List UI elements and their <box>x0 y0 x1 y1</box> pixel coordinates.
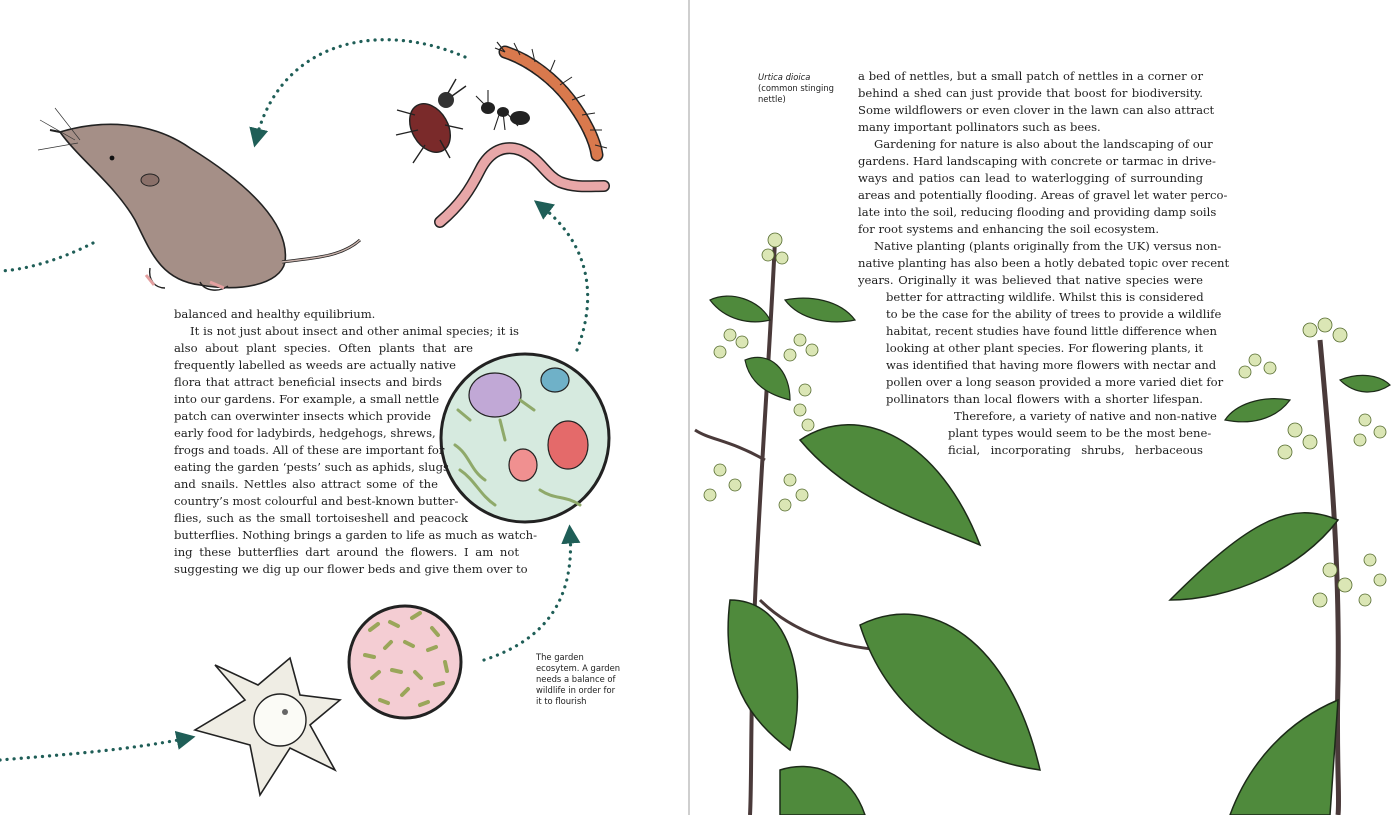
text-line: gardens. Hard landscaping with concrete or tarmac in drive- <box>858 154 1216 168</box>
text-line: Therefore, a variety of native and non-native <box>954 409 1217 423</box>
earthworm-illustration <box>440 148 604 222</box>
text-line: early food for ladybirds, hedgehogs, shrews, <box>174 426 436 440</box>
text-line: was identified that having more flowers with nectar and <box>886 358 1217 372</box>
text-line: areas and potentially flooding. Areas of gravel let water perco- <box>858 188 1228 202</box>
text-line: It is not just about insect and other animal species; it is <box>190 324 519 338</box>
right-nettle-plant <box>1170 318 1390 815</box>
text-line: to be the case for the ability of trees to provide a wildlife <box>886 307 1222 321</box>
text-line: frogs and toads. All of these are important for <box>174 443 445 457</box>
text-line: and snails. Nettles also attract some of the <box>174 477 438 491</box>
nettle-caption <box>758 72 834 105</box>
left-page <box>0 0 688 815</box>
text-line: butterflies. Nothing brings a garden to life as much as watch- <box>174 528 538 542</box>
ecosystem-caption <box>536 652 620 707</box>
text-line: a bed of nettles, but a small patch of nettles in a corner or <box>858 69 1203 83</box>
text-line: country’s most colourful and best-known butter- <box>174 494 459 508</box>
centipede-illustration <box>495 42 607 155</box>
text-line: ing these butterflies dart around the flowers. I am not <box>174 545 519 559</box>
arrow-shrew-offpage <box>0 243 93 271</box>
text-line: also about plant species. Often plants that are <box>174 341 473 355</box>
text-line: plant types would seem to be the most bene- <box>948 426 1212 440</box>
text-line: flies, such as the small tortoiseshell and peacock <box>174 511 468 525</box>
earthstar-fungus-illustration <box>195 658 340 795</box>
caption-species-name: Urtica dioica <box>758 72 811 82</box>
text-line: eating the garden ‘pests’ such as aphids, slugs <box>174 460 449 474</box>
text-line: for root systems and enhancing the soil ecosystem. <box>858 222 1160 236</box>
text-line: looking at other plant species. For flowering plants, it <box>886 341 1203 355</box>
bacteria-circle <box>349 606 461 718</box>
text-line: better for attracting wildlife. Whilst this is considered <box>886 290 1204 304</box>
caption-line: The garden <box>536 652 584 662</box>
text-line: late into the soil, reducing flooding and providing damp soils <box>858 205 1217 219</box>
text-line: Some wildflowers or even clover in the lawn can also attract <box>858 103 1215 117</box>
left-body-text <box>174 306 538 578</box>
text-line: balanced and healthy equilibrium. <box>174 307 376 321</box>
text-line: habitat, recent studies have found little difference when <box>886 324 1218 338</box>
right-page <box>690 0 1396 815</box>
arrow-to-fungus <box>0 738 188 760</box>
caption-line: ecosytem. A garden <box>536 663 621 673</box>
text-line: years. Originally it was believed that native species were <box>858 273 1203 287</box>
text-line: ficial, incorporating shrubs, herbaceous <box>948 443 1203 457</box>
ant-illustration <box>476 90 530 130</box>
text-line: pollen over a long season provided a more varied diet for <box>886 375 1224 389</box>
text-line: many important pollinators such as bees. <box>858 120 1101 134</box>
text-line: frequently labelled as weeds are actually native <box>174 358 456 372</box>
caption-line: wildlife in order for <box>536 685 616 695</box>
text-line: Gardening for nature is also about the landscaping of our <box>874 137 1213 151</box>
text-line: suggesting we dig up our flower beds and give them over to <box>174 562 528 576</box>
beetle-illustration <box>396 79 466 163</box>
text-line: pollinators than local flowers with a shorter lifespan. <box>886 392 1203 406</box>
shrew-illustration <box>38 108 360 290</box>
text-line: into our gardens. For example, a small nettle <box>174 392 440 406</box>
right-body-text <box>858 68 1230 459</box>
caption-line: (common stinging <box>758 83 834 93</box>
text-line: native planting has also been a hotly debated topic over recent <box>858 256 1230 270</box>
text-line: behind a shed can just provide that boost for biodiversity. <box>858 86 1203 100</box>
text-line: ways and patios can lead to waterlogging of surrounding <box>858 171 1203 185</box>
text-line: flora that attract beneficial insects and birds <box>174 375 442 389</box>
caption-line: needs a balance of <box>536 674 616 684</box>
arrow-microbes-to-bugs <box>540 205 588 350</box>
caption-line: nettle) <box>758 94 786 104</box>
caption-line: it to flourish <box>536 696 587 706</box>
text-line: patch can overwinter insects which provide <box>174 409 431 423</box>
text-line: Native planting (plants originally from the UK) versus non- <box>874 239 1222 253</box>
